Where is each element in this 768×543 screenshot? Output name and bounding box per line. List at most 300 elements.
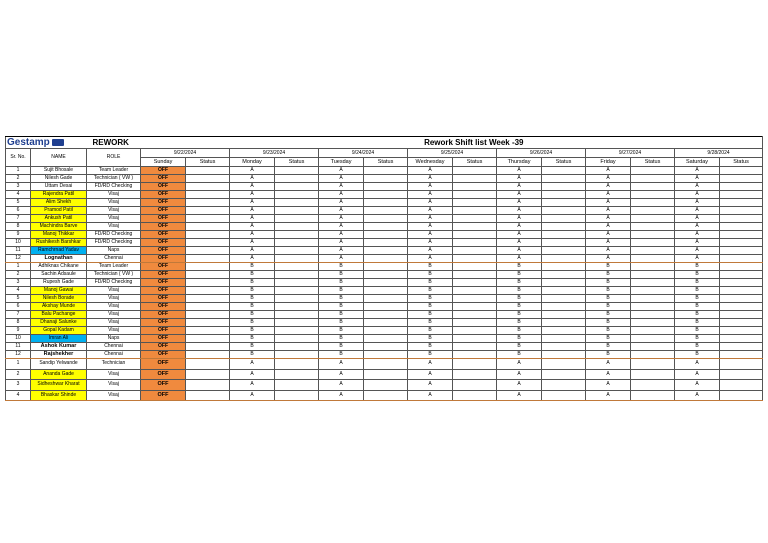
shift-cell: A <box>319 191 364 199</box>
status-cell <box>275 175 319 183</box>
status-cell <box>631 369 675 380</box>
status-cell <box>186 380 230 391</box>
shift-cell: A <box>586 231 631 239</box>
shift-cell: B <box>586 303 631 311</box>
shift-cell: OFF <box>141 167 186 175</box>
name-cell: Gopal Kadam <box>31 327 87 335</box>
table-row <box>6 175 763 183</box>
name-cell: Sujit Bhosale <box>31 167 87 175</box>
date-header-saturday: 9/28/2024 <box>675 149 763 158</box>
shift-cell: B <box>675 319 720 327</box>
status-cell <box>631 183 675 191</box>
table-row <box>6 239 763 247</box>
shift-cell: B <box>408 263 453 271</box>
status-cell <box>720 167 763 175</box>
status-cell <box>631 351 675 359</box>
status-cell <box>186 207 230 215</box>
shift-cell: A <box>408 231 453 239</box>
shift-cell: A <box>586 167 631 175</box>
table-row <box>6 255 763 263</box>
status-cell <box>453 295 497 303</box>
shift-cell: B <box>319 319 364 327</box>
status-cell <box>275 247 319 255</box>
sheet-title: Rework Shift list Week -39 <box>186 137 763 149</box>
shift-cell: OFF <box>141 335 186 343</box>
shift-cell: B <box>497 279 542 287</box>
date-header-wednesday: 9/25/2024 <box>408 149 497 158</box>
role-cell: FD/RD Checking <box>87 239 141 247</box>
shift-cell: B <box>408 319 453 327</box>
table-row <box>6 359 763 370</box>
shift-cell: OFF <box>141 279 186 287</box>
shift-cell: B <box>408 311 453 319</box>
status-cell <box>542 380 586 391</box>
status-header: Status <box>364 158 408 167</box>
shift-cell: OFF <box>141 223 186 231</box>
status-cell <box>186 287 230 295</box>
status-cell <box>720 351 763 359</box>
status-cell <box>364 175 408 183</box>
status-cell <box>631 327 675 335</box>
status-cell <box>453 255 497 263</box>
shift-cell: B <box>497 295 542 303</box>
day-header-saturday: Saturday <box>675 158 720 167</box>
status-cell <box>720 263 763 271</box>
role-cell: Visaj <box>87 390 141 401</box>
status-cell <box>542 239 586 247</box>
shift-cell: A <box>675 247 720 255</box>
status-cell <box>542 255 586 263</box>
shift-cell: B <box>675 303 720 311</box>
sr-no-cell: 2 <box>6 175 31 183</box>
status-cell <box>186 295 230 303</box>
shift-cell: A <box>675 183 720 191</box>
shift-cell: OFF <box>141 351 186 359</box>
shift-cell: OFF <box>141 343 186 351</box>
role-cell: Visaj <box>87 199 141 207</box>
status-cell <box>542 287 586 295</box>
name-cell: Dhanaji Salunke <box>31 319 87 327</box>
shift-cell: B <box>319 279 364 287</box>
shift-cell: B <box>408 279 453 287</box>
shift-cell: A <box>586 255 631 263</box>
shift-cell: A <box>497 167 542 175</box>
status-cell <box>186 319 230 327</box>
shift-cell: B <box>586 279 631 287</box>
shift-cell: A <box>675 207 720 215</box>
table-row <box>6 231 763 239</box>
shift-cell: B <box>497 311 542 319</box>
status-cell <box>631 191 675 199</box>
status-cell <box>275 369 319 380</box>
shift-cell: A <box>497 239 542 247</box>
status-cell <box>275 207 319 215</box>
table-row <box>6 311 763 319</box>
status-cell <box>364 263 408 271</box>
shift-cell: A <box>408 255 453 263</box>
status-cell <box>453 175 497 183</box>
shift-cell: OFF <box>141 247 186 255</box>
status-cell <box>720 311 763 319</box>
shift-cell: A <box>319 223 364 231</box>
shift-cell: OFF <box>141 303 186 311</box>
role-cell: Visaj <box>87 319 141 327</box>
status-cell <box>631 263 675 271</box>
logo <box>6 137 87 149</box>
status-cell <box>275 167 319 175</box>
status-cell <box>364 319 408 327</box>
name-cell: Manoj Thikkar <box>31 231 87 239</box>
shift-cell: A <box>675 223 720 231</box>
shift-cell: B <box>497 335 542 343</box>
shift-cell: A <box>230 223 275 231</box>
status-cell <box>631 303 675 311</box>
sr-no-cell: 10 <box>6 239 31 247</box>
status-cell <box>364 191 408 199</box>
status-cell <box>631 167 675 175</box>
status-cell <box>453 369 497 380</box>
name-cell: Akshay Munde <box>31 303 87 311</box>
status-cell <box>186 215 230 223</box>
shift-cell: B <box>230 271 275 279</box>
shift-cell: A <box>408 223 453 231</box>
shift-cell: B <box>319 263 364 271</box>
shift-cell: A <box>230 215 275 223</box>
sr-no-cell: 7 <box>6 215 31 223</box>
status-header: Status <box>275 158 319 167</box>
status-cell <box>720 175 763 183</box>
shift-cell: B <box>675 335 720 343</box>
table-row <box>6 295 763 303</box>
status-cell <box>186 239 230 247</box>
shift-cell: B <box>408 271 453 279</box>
shift-cell: B <box>675 263 720 271</box>
table-row <box>6 390 763 401</box>
shift-cell: B <box>675 295 720 303</box>
shift-cell: A <box>408 369 453 380</box>
shift-cell: B <box>497 351 542 359</box>
status-cell <box>275 223 319 231</box>
shift-cell: OFF <box>141 295 186 303</box>
table-row <box>6 199 763 207</box>
name-cell: Ananda Gade <box>31 369 87 380</box>
role-cell: FD/RD Checking <box>87 231 141 239</box>
shift-cell: A <box>408 191 453 199</box>
day-header-thursday: Thursday <box>497 158 542 167</box>
status-cell <box>631 223 675 231</box>
shift-cell: B <box>319 335 364 343</box>
shift-cell: B <box>586 343 631 351</box>
status-cell <box>453 231 497 239</box>
shift-cell: A <box>319 167 364 175</box>
name-cell: Sandip Yelwande <box>31 359 87 370</box>
date-header-row <box>6 149 763 158</box>
shift-cell: A <box>230 359 275 370</box>
role-cell: Visaj <box>87 327 141 335</box>
status-cell <box>720 247 763 255</box>
status-cell <box>275 335 319 343</box>
shift-cell: B <box>675 311 720 319</box>
status-cell <box>720 215 763 223</box>
shift-cell: B <box>408 343 453 351</box>
status-cell <box>364 287 408 295</box>
status-cell <box>275 351 319 359</box>
status-cell <box>275 271 319 279</box>
shift-cell: A <box>675 359 720 370</box>
shift-cell: A <box>319 369 364 380</box>
title-row <box>6 137 763 149</box>
table-row <box>6 263 763 271</box>
sr-no-cell: 1 <box>6 167 31 175</box>
status-cell <box>364 223 408 231</box>
shift-cell: A <box>675 255 720 263</box>
table-row <box>6 369 763 380</box>
status-cell <box>542 343 586 351</box>
status-cell <box>453 327 497 335</box>
shift-cell: B <box>319 271 364 279</box>
table-row <box>6 271 763 279</box>
shift-cell: OFF <box>141 359 186 370</box>
status-cell <box>364 247 408 255</box>
status-cell <box>542 359 586 370</box>
status-cell <box>631 207 675 215</box>
status-cell <box>631 319 675 327</box>
table-row <box>6 319 763 327</box>
shift-cell: B <box>675 351 720 359</box>
shift-cell: B <box>408 303 453 311</box>
shift-cell: A <box>408 207 453 215</box>
shift-cell: A <box>497 215 542 223</box>
sr-no-header: Sr. No. <box>6 149 31 167</box>
table-row <box>6 223 763 231</box>
shift-cell: B <box>319 327 364 335</box>
role-cell: Chennai <box>87 255 141 263</box>
status-cell <box>542 215 586 223</box>
shift-cell: A <box>230 255 275 263</box>
sr-no-cell: 12 <box>6 351 31 359</box>
shift-cell: A <box>497 390 542 401</box>
status-cell <box>720 380 763 391</box>
name-cell: Sachin Adsaule <box>31 271 87 279</box>
shift-cell: B <box>230 311 275 319</box>
status-cell <box>720 359 763 370</box>
status-cell <box>275 231 319 239</box>
status-cell <box>186 390 230 401</box>
status-cell <box>453 271 497 279</box>
status-cell <box>275 311 319 319</box>
sr-no-cell: 5 <box>6 199 31 207</box>
status-cell <box>631 359 675 370</box>
name-cell: Sidheshwar Kharat <box>31 380 87 391</box>
status-cell <box>720 343 763 351</box>
shift-cell: B <box>497 303 542 311</box>
shift-cell: A <box>230 380 275 391</box>
status-cell <box>275 191 319 199</box>
status-cell <box>186 303 230 311</box>
shift-cell: A <box>319 199 364 207</box>
role-cell: Visaj <box>87 191 141 199</box>
shift-cell: A <box>230 183 275 191</box>
status-cell <box>720 199 763 207</box>
shift-cell: A <box>408 390 453 401</box>
shift-cell: B <box>319 303 364 311</box>
shift-cell: B <box>408 287 453 295</box>
shift-cell: A <box>497 199 542 207</box>
status-cell <box>364 271 408 279</box>
shift-cell: A <box>497 380 542 391</box>
sr-no-cell: 6 <box>6 207 31 215</box>
status-cell <box>364 199 408 207</box>
role-cell: Visaj <box>87 287 141 295</box>
sr-no-cell: 10 <box>6 335 31 343</box>
shift-cell: A <box>319 380 364 391</box>
status-cell <box>542 223 586 231</box>
status-cell <box>453 191 497 199</box>
shift-cell: B <box>586 287 631 295</box>
sr-no-cell: 8 <box>6 319 31 327</box>
status-cell <box>542 183 586 191</box>
table-row <box>6 380 763 391</box>
status-cell <box>453 390 497 401</box>
shift-cell: B <box>319 295 364 303</box>
status-cell <box>186 279 230 287</box>
shift-cell: B <box>319 287 364 295</box>
shift-cell: A <box>319 255 364 263</box>
status-header: Status <box>631 158 675 167</box>
shift-cell: OFF <box>141 369 186 380</box>
shift-cell: A <box>230 175 275 183</box>
status-cell <box>364 327 408 335</box>
status-cell <box>275 327 319 335</box>
table-row <box>6 247 763 255</box>
shift-cell: A <box>408 215 453 223</box>
role-cell: Chennai <box>87 343 141 351</box>
sr-no-cell: 8 <box>6 223 31 231</box>
shift-cell: A <box>497 231 542 239</box>
status-cell <box>542 369 586 380</box>
status-cell <box>275 279 319 287</box>
status-cell <box>542 335 586 343</box>
shift-cell: OFF <box>141 255 186 263</box>
sr-no-cell: 9 <box>6 231 31 239</box>
status-cell <box>631 255 675 263</box>
sr-no-cell: 6 <box>6 303 31 311</box>
status-cell <box>186 231 230 239</box>
shift-cell: A <box>408 175 453 183</box>
status-cell <box>364 279 408 287</box>
status-cell <box>720 239 763 247</box>
name-cell: Rupesh Gade <box>31 279 87 287</box>
status-cell <box>720 335 763 343</box>
shift-cell: A <box>230 207 275 215</box>
status-cell <box>364 183 408 191</box>
status-header: Status <box>542 158 586 167</box>
name-cell: Ankush Patil <box>31 215 87 223</box>
shift-cell: B <box>586 295 631 303</box>
status-cell <box>364 343 408 351</box>
name-cell: Manoj Gawai <box>31 287 87 295</box>
shift-cell: B <box>230 327 275 335</box>
status-cell <box>542 191 586 199</box>
shift-cell: A <box>675 167 720 175</box>
shift-cell: A <box>497 359 542 370</box>
name-cell: Ramchrnad Yadav <box>31 247 87 255</box>
shift-cell: A <box>230 247 275 255</box>
shift-cell: B <box>675 287 720 295</box>
sr-no-cell: 9 <box>6 327 31 335</box>
shift-cell: B <box>319 351 364 359</box>
role-cell: FD/RD Checking <box>87 183 141 191</box>
status-cell <box>275 359 319 370</box>
shift-cell: A <box>497 207 542 215</box>
shift-cell: A <box>586 191 631 199</box>
shift-cell: B <box>497 319 542 327</box>
date-header-friday: 9/27/2024 <box>586 149 675 158</box>
shift-cell: B <box>230 279 275 287</box>
status-cell <box>275 183 319 191</box>
name-cell: Uttam Desai <box>31 183 87 191</box>
date-header-monday: 9/23/2024 <box>230 149 319 158</box>
shift-cell: A <box>586 207 631 215</box>
shift-cell: B <box>675 343 720 351</box>
role-cell: Technician ( VW ) <box>87 271 141 279</box>
table-row <box>6 191 763 199</box>
table-row <box>6 167 763 175</box>
status-cell <box>542 247 586 255</box>
status-cell <box>453 380 497 391</box>
shift-cell: B <box>586 271 631 279</box>
status-cell <box>631 287 675 295</box>
status-cell <box>453 167 497 175</box>
status-cell <box>275 343 319 351</box>
table-row <box>6 335 763 343</box>
name-cell: Adhiknas Chikane <box>31 263 87 271</box>
shift-cell: A <box>586 239 631 247</box>
status-cell <box>542 327 586 335</box>
status-cell <box>364 359 408 370</box>
status-header: Status <box>453 158 497 167</box>
status-cell <box>186 369 230 380</box>
status-cell <box>186 199 230 207</box>
shift-cell: OFF <box>141 207 186 215</box>
sr-no-cell: 1 <box>6 359 31 370</box>
role-header: ROLE <box>87 149 141 167</box>
name-cell: Alim Shekh <box>31 199 87 207</box>
shift-cell: A <box>408 380 453 391</box>
shift-cell: B <box>408 351 453 359</box>
status-cell <box>720 255 763 263</box>
status-cell <box>275 319 319 327</box>
shift-cell: B <box>675 271 720 279</box>
status-cell <box>453 223 497 231</box>
table-row <box>6 351 763 359</box>
status-cell <box>453 263 497 271</box>
shift-cell: A <box>675 231 720 239</box>
shift-cell: A <box>675 175 720 183</box>
shift-cell: A <box>586 359 631 370</box>
status-cell <box>631 279 675 287</box>
status-cell <box>631 231 675 239</box>
shift-cell: A <box>319 390 364 401</box>
shift-cell: A <box>586 247 631 255</box>
shift-cell: OFF <box>141 215 186 223</box>
shift-cell: A <box>497 191 542 199</box>
shift-cell: A <box>586 369 631 380</box>
shift-cell: OFF <box>141 319 186 327</box>
status-cell <box>720 390 763 401</box>
status-cell <box>720 295 763 303</box>
day-header-wednesday: Wednesday <box>408 158 453 167</box>
